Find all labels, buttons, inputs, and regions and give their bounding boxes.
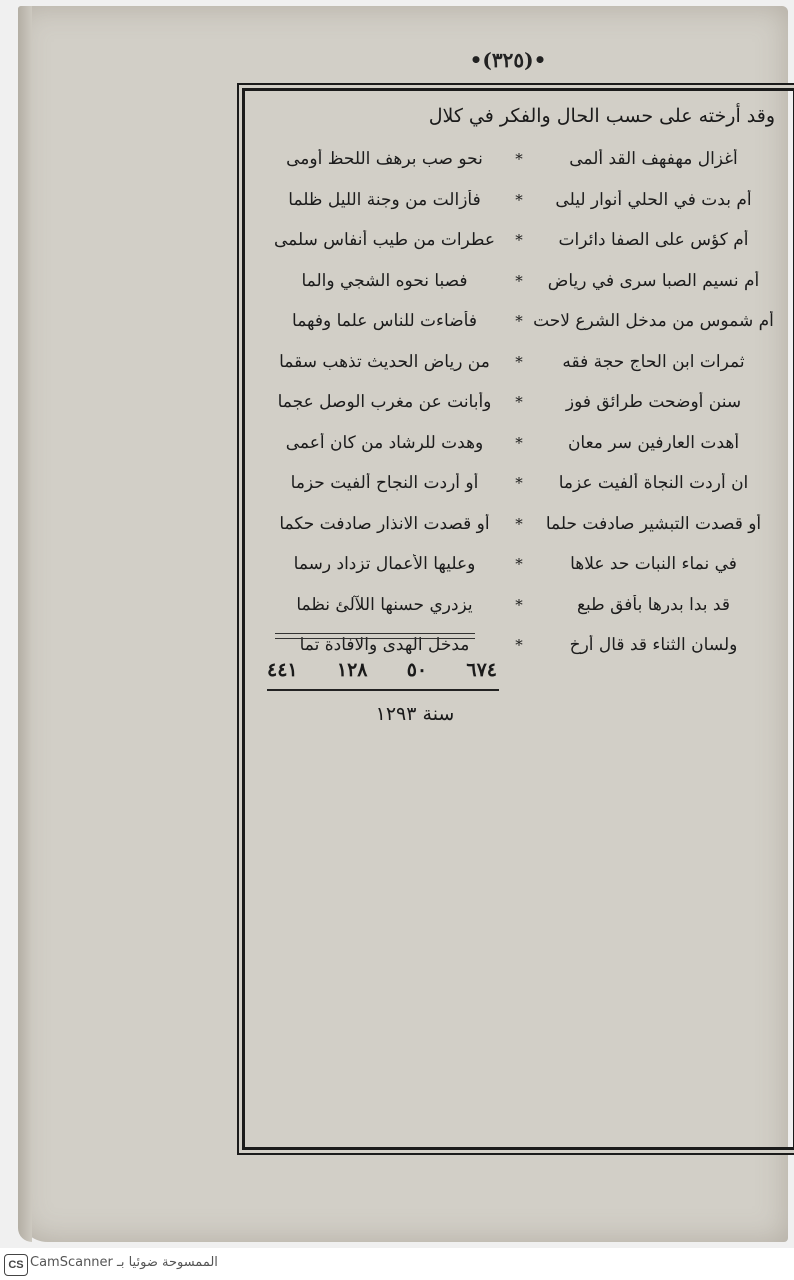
verse-row (259, 423, 779, 464)
verse-second-hemistich: أو أردت النجاح ألفيت حزما (290, 473, 479, 494)
verse-separator: * (515, 231, 523, 250)
book-page (18, 6, 788, 1242)
verse-separator: * (515, 271, 523, 290)
verse-second-hemistich: مدخل الهدى والافادة تما (299, 635, 470, 656)
verse-row (259, 463, 779, 504)
verse-separator: * (515, 555, 523, 574)
sum-rule (267, 689, 499, 691)
verse-first-hemistich: ثمرات ابن الحاج حجة فقه (562, 351, 745, 372)
verse-row (259, 220, 779, 261)
verse-first-hemistich: في نماء النبات حد علاها (570, 554, 737, 575)
verse-first-hemistich: أو قصدت التبشير صادفت حلما (545, 513, 762, 534)
verse-separator: * (515, 595, 523, 614)
verse-separator: * (515, 352, 523, 371)
verse-first-hemistich: أهدت العارفين سر معان (567, 432, 740, 453)
verse-second-hemistich: وأبانت عن مغرب الوصل عجما (277, 392, 492, 413)
chronogram-number: ٦٧٤ (466, 659, 497, 681)
verse-separator: * (515, 433, 523, 452)
verse-list (259, 139, 779, 666)
verse-row (259, 544, 779, 585)
verse-row (259, 301, 779, 342)
verse-first-hemistich: أم بدت في الحلي أنوار ليلى (555, 189, 752, 210)
chronogram-number: ٤٤١ (267, 659, 298, 681)
verse-separator: * (515, 312, 523, 331)
verse-first-hemistich: ان أردت النجاة ألفيت عزما (558, 473, 749, 494)
verse-second-hemistich: فصبا نحوه الشجي والما (301, 270, 468, 291)
verse-separator: * (515, 636, 523, 655)
chronogram-number: ١٢٨ (336, 659, 368, 681)
verse-row (259, 180, 779, 221)
verse-second-hemistich: أو قصدت الانذار صادفت حكما (279, 513, 490, 534)
verse-row (259, 139, 779, 180)
book-spine (18, 6, 32, 1242)
verse-separator: * (515, 514, 523, 533)
verse-second-hemistich: وعليها الأعمال تزداد رسما (293, 554, 476, 575)
camscanner-logo-icon: CS (4, 1254, 28, 1276)
year-label: سنة ١٢٩٣ (375, 703, 455, 725)
verse-second-hemistich: من رياض الحديث تذهب سقما (279, 351, 490, 372)
scanner-watermark-text: الممسوحة ضوئيا بـ CamScanner (30, 1255, 218, 1270)
verse-first-hemistich: ولسان الثناء قد قال أرخ (569, 635, 738, 656)
verse-separator: * (515, 474, 523, 493)
verse-second-hemistich: وهدت للرشاد من كان أعمى (285, 432, 484, 453)
verse-first-hemistich: أغزال مهفهف القد ألمى (569, 149, 738, 170)
chronogram-number: ٥٠ (406, 659, 428, 681)
verse-row (259, 585, 779, 626)
separator-line (275, 633, 475, 639)
verse-first-hemistich: قد بدا بدرها بأفق طبع (577, 594, 730, 615)
chronogram-numbers (267, 659, 497, 681)
verse-second-hemistich: عطرات من طيب أنفاس سلمى (273, 230, 496, 251)
verse-second-hemistich: فأزالت من وجنة الليل ظلما (288, 189, 481, 210)
verse-second-hemistich: فأضاءت للناس علما وفهما (292, 311, 477, 332)
scanner-footer (0, 1248, 794, 1280)
verse-separator: * (515, 393, 523, 412)
verse-separator: * (515, 190, 523, 209)
verse-first-hemistich: سنن أوضحت طرائق فوز (565, 392, 742, 413)
verse-row (259, 504, 779, 545)
verse-second-hemistich: يزدري حسنها اللآلئ نظما (296, 594, 473, 615)
verse-separator: * (515, 150, 523, 169)
verse-second-hemistich: نحو صب برهف اللحظ أومى (286, 149, 483, 170)
page-heading: وقد أرخته على حسب الحال والفكر في كلال (428, 105, 775, 127)
verse-first-hemistich: أم نسيم الصبا سرى في رياض (547, 270, 760, 291)
verse-first-hemistich: أم كؤس على الصفا دائرات (558, 230, 749, 251)
verse-row (259, 342, 779, 383)
page-number: •(٣٢٥)• (469, 48, 547, 72)
text-frame (242, 88, 794, 1150)
verse-row (259, 261, 779, 302)
verse-first-hemistich: أم شموس من مدخل الشرع لاحت (533, 311, 774, 332)
verse-row (259, 382, 779, 423)
